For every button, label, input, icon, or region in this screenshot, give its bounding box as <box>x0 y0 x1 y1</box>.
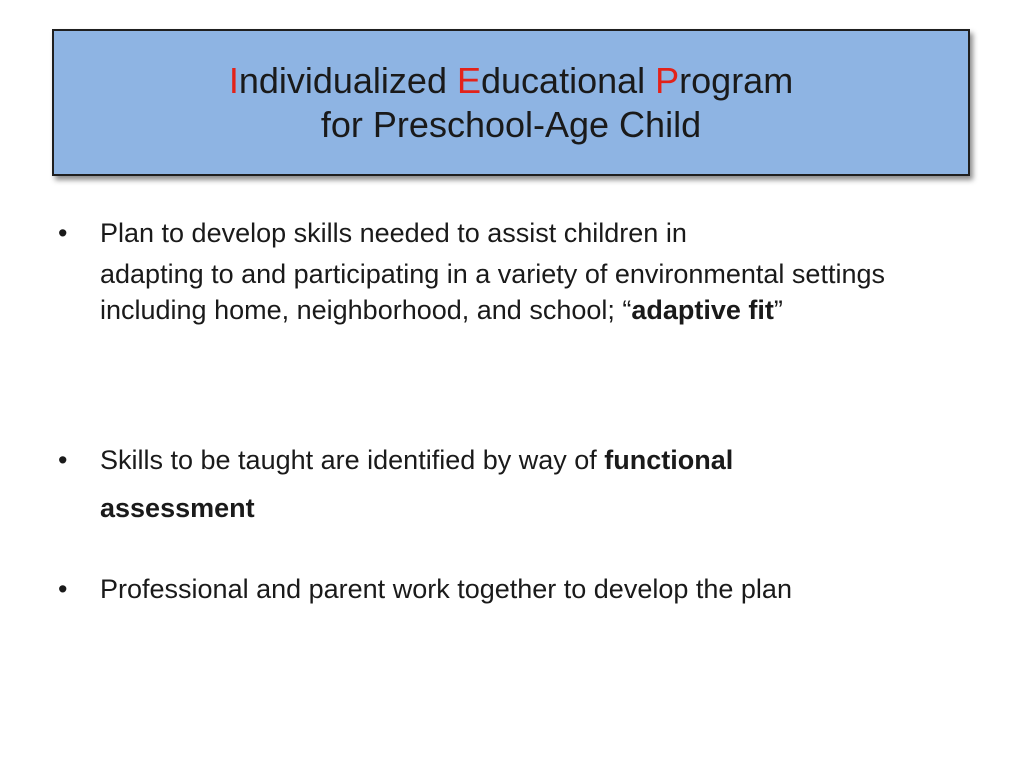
bullet-1-closing-quote: ” <box>773 295 783 325</box>
bullet-marker: • <box>58 445 68 475</box>
slide-title-line-2: for Preschool-Age Child <box>320 103 702 145</box>
title-segment: ndividualized <box>238 59 457 101</box>
bullet-3-text: Professional and parent work together to develop the plan <box>100 574 792 604</box>
title-segment: E <box>456 59 481 101</box>
bullet-item-1 <box>58 209 940 328</box>
title-segment: rogram <box>679 59 794 101</box>
title-segment: I <box>228 59 239 101</box>
bullet-1-first-line: Plan to develop skills needed to assist children in <box>100 218 687 248</box>
bullet-1-text: adapting to and participating in a variety of environmental settings including home, neighborhood, and school; “ <box>100 259 885 325</box>
bullet-2-emphasis-1: functional <box>604 445 734 475</box>
bullet-2-text: Skills to be taught are identified by way of <box>100 445 605 475</box>
bullet-marker: • <box>58 574 68 604</box>
bullet-item-3 <box>58 571 940 608</box>
bullet-item-2 <box>58 436 940 532</box>
bullet-1-continuation <box>100 256 940 328</box>
bullet-1-emphasis: adaptive fit <box>631 295 774 325</box>
title-segment: P <box>655 59 680 101</box>
title-segment: ducational <box>481 59 656 101</box>
bullet-marker: • <box>58 218 68 248</box>
bullet-2-emphasis-2: assessment <box>100 493 255 523</box>
